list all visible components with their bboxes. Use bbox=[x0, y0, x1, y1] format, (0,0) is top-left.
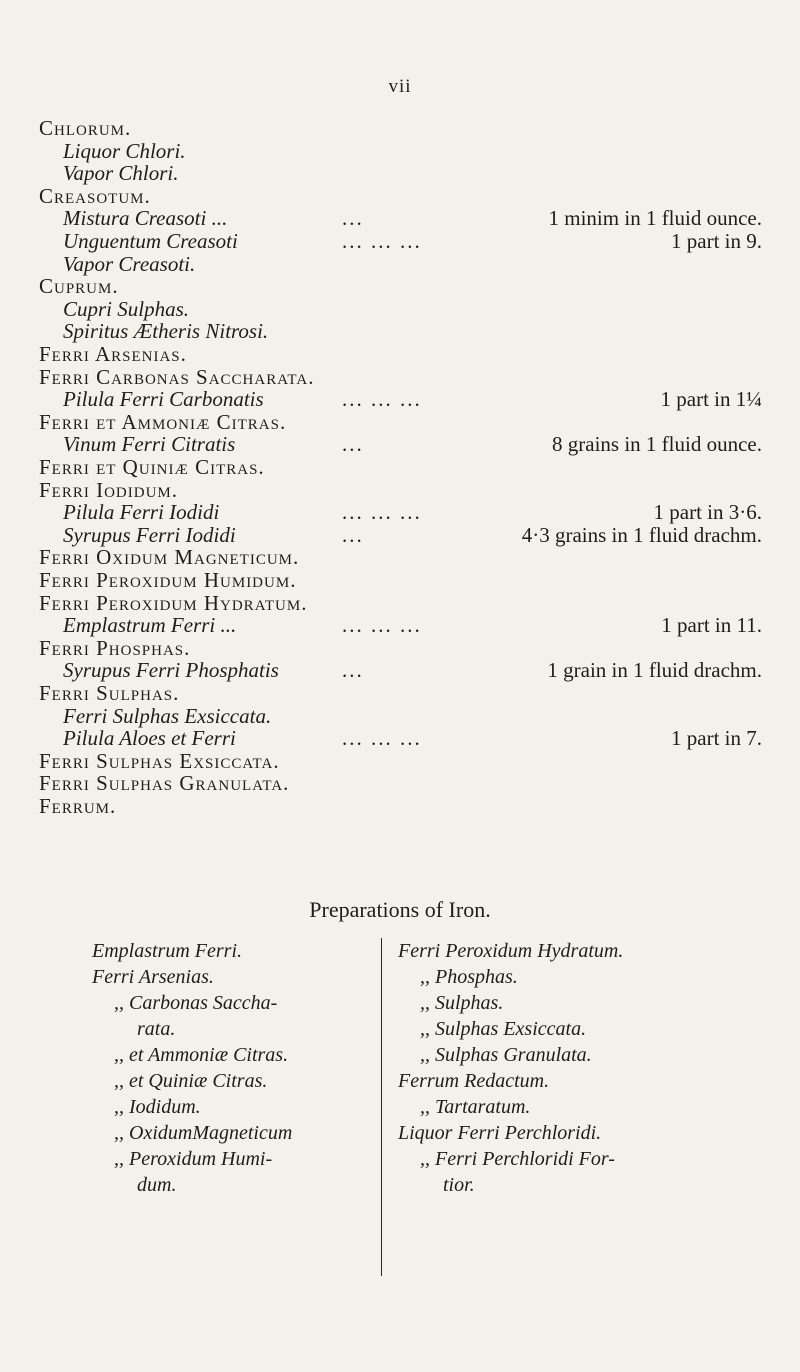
preparations-right-column bbox=[398, 938, 758, 1198]
entry-heading: Ferri Peroxidum Hydratum. bbox=[39, 590, 308, 615]
entry-heading: Ferri Arsenias. bbox=[39, 342, 187, 366]
entry-preparation: Vinum Ferri Citratis bbox=[63, 432, 236, 457]
entry-sub-row bbox=[0, 726, 800, 750]
entry-strength: 8 grains in 1 fluid ounce. bbox=[552, 432, 762, 457]
entry-preparation: Ferri Sulphas Exsiccata. bbox=[63, 703, 272, 728]
preparation-line: ,, et Quiniæ Citras. bbox=[114, 1070, 268, 1092]
preparation-line: Ferrum Redactum. bbox=[398, 1070, 550, 1092]
leader-dots: ... ... ... bbox=[342, 229, 422, 253]
entry-heading: Cuprum. bbox=[39, 274, 119, 299]
entry-sub-row bbox=[0, 523, 800, 547]
leader-dots: ... ... ... bbox=[342, 500, 422, 525]
entry-sub-row bbox=[0, 319, 800, 343]
entry-heading-row bbox=[0, 591, 800, 615]
leader-dots: ... ... ... bbox=[342, 387, 422, 412]
entry-heading: Ferri Sulphas Granulata. bbox=[39, 771, 290, 796]
entry-heading-row bbox=[0, 342, 800, 366]
entry-strength: 1 part in 1¼ bbox=[660, 387, 762, 412]
leader-dots: ... bbox=[342, 206, 364, 231]
entry-preparation: Liquor Chlori. bbox=[63, 138, 186, 163]
entry-heading: Ferri et Ammoniæ Citras. bbox=[39, 409, 287, 434]
preparation-line: ,, Peroxidum Humi- bbox=[114, 1148, 273, 1170]
preparation-line: ,, Tartaratum. bbox=[420, 1096, 531, 1118]
entry-heading-row bbox=[0, 681, 800, 705]
entry-sub-row bbox=[0, 432, 800, 456]
entry-heading: Chlorum. bbox=[39, 116, 132, 140]
entry-sub-row bbox=[0, 613, 800, 637]
preparation-line: Liquor Ferri Perchloridi. bbox=[398, 1122, 602, 1144]
preparations-left-column bbox=[92, 938, 392, 1198]
entry-strength: 1 part in 11. bbox=[661, 613, 762, 638]
preparation-line: ,, Iodidum. bbox=[114, 1096, 201, 1118]
entry-sub-row bbox=[0, 500, 800, 524]
entry-heading: Ferri et Quiniæ Citras. bbox=[39, 455, 265, 479]
entry-heading-row bbox=[0, 184, 800, 208]
entry-sub-row bbox=[0, 387, 800, 411]
preparation-line: ,, et Ammoniæ Citras. bbox=[114, 1044, 289, 1066]
entry-preparation: Vapor Creasoti. bbox=[63, 251, 196, 276]
entry-heading-row bbox=[0, 365, 800, 389]
entry-strength: 1 part in 7. bbox=[671, 726, 762, 751]
entry-preparation: Vapor Chlori. bbox=[63, 161, 179, 186]
entry-preparation: Unguentum Creasoti bbox=[63, 229, 238, 253]
preparation-line: ,, Sulphas Granulata. bbox=[420, 1044, 592, 1066]
entry-heading: Creasotum. bbox=[39, 183, 151, 208]
entry-preparation: Syrupus Ferri Phosphatis bbox=[63, 658, 279, 683]
entry-strength: 1 part in 9. bbox=[671, 229, 762, 253]
entry-heading-row bbox=[0, 410, 800, 434]
page-number: vii bbox=[388, 76, 412, 97]
entry-heading: Ferri Carbonas Saccharata. bbox=[39, 364, 315, 389]
preparation-line: ,, Phosphas. bbox=[420, 966, 518, 988]
entry-heading-row bbox=[0, 749, 800, 773]
entry-strength: 1 grain in 1 fluid drachm. bbox=[547, 658, 762, 683]
entry-preparation: Cupri Sulphas. bbox=[63, 296, 190, 321]
preparation-line: ,, Sulphas. bbox=[420, 992, 504, 1014]
preparation-line: rata. bbox=[137, 1018, 176, 1040]
preparation-line: Ferri Peroxidum Hydratum. bbox=[398, 940, 624, 962]
preparation-line: ,, Ferri Perchloridi For- bbox=[420, 1148, 615, 1170]
entry-sub-row bbox=[0, 206, 800, 230]
leader-dots: ... bbox=[342, 432, 364, 457]
entry-sub-row bbox=[0, 297, 800, 321]
entry-heading: Ferrum. bbox=[39, 794, 117, 818]
entry-heading: Ferri Sulphas Exsiccata. bbox=[39, 748, 280, 773]
entry-heading: Ferri Peroxidum Humidum. bbox=[39, 568, 297, 592]
entry-heading-row bbox=[0, 794, 800, 818]
section-title: Preparations of Iron. bbox=[309, 897, 491, 922]
entry-heading-row bbox=[0, 116, 800, 140]
entry-heading: Ferri Oxidum Magneticum. bbox=[39, 545, 300, 570]
entry-strength: 1 minim in 1 fluid ounce. bbox=[548, 206, 762, 231]
preparation-line: ,, Carbonas Saccha- bbox=[114, 992, 278, 1014]
preparation-line: tior. bbox=[443, 1174, 475, 1196]
entry-preparation: Emplastrum Ferri ... bbox=[63, 613, 237, 638]
entry-heading-row bbox=[0, 274, 800, 298]
entry-preparation: Pilula Ferri Iodidi bbox=[63, 500, 220, 525]
entry-strength: 4·3 grains in 1 fluid drachm. bbox=[521, 522, 762, 547]
entry-heading-row bbox=[0, 545, 800, 569]
preparation-line: ,, OxidumMagneticum bbox=[114, 1122, 293, 1144]
entry-strength: 1 part in 3·6. bbox=[653, 500, 762, 525]
preparation-line: ,, Sulphas Exsiccata. bbox=[420, 1018, 587, 1040]
entry-preparation: Pilula Ferri Carbonatis bbox=[63, 387, 264, 412]
column-divider bbox=[381, 938, 382, 1276]
preparation-line: dum. bbox=[137, 1174, 177, 1196]
entry-sub-row bbox=[0, 161, 800, 185]
leader-dots: ... bbox=[342, 658, 364, 683]
entry-heading-row bbox=[0, 636, 800, 660]
entry-heading-row bbox=[0, 771, 800, 795]
entry-heading-row bbox=[0, 568, 800, 592]
leader-dots: ... ... ... bbox=[342, 613, 422, 638]
preparation-line: Ferri Arsenias. bbox=[92, 966, 214, 988]
entry-heading: Ferri Iodidum. bbox=[39, 477, 179, 502]
entry-sub-row bbox=[0, 704, 800, 728]
entry-heading-row bbox=[0, 455, 800, 479]
entry-sub-row bbox=[0, 229, 800, 253]
entry-preparation: Spiritus Ætheris Nitrosi. bbox=[63, 319, 269, 344]
entry-heading-row bbox=[0, 478, 800, 502]
preparation-line: Emplastrum Ferri. bbox=[92, 940, 242, 962]
entry-sub-row bbox=[0, 139, 800, 163]
entry-heading: Ferri Phosphas. bbox=[39, 635, 191, 660]
leader-dots: ... ... ... bbox=[342, 726, 422, 751]
entry-preparation: Syrupus Ferri Iodidi bbox=[63, 522, 236, 547]
leader-dots: ... bbox=[342, 522, 364, 547]
entry-preparation: Mistura Creasoti ... bbox=[63, 206, 228, 231]
entry-heading: Ferri Sulphas. bbox=[39, 681, 180, 705]
entry-sub-row bbox=[0, 252, 800, 276]
entry-sub-row bbox=[0, 658, 800, 682]
entry-preparation: Pilula Aloes et Ferri bbox=[63, 726, 236, 751]
